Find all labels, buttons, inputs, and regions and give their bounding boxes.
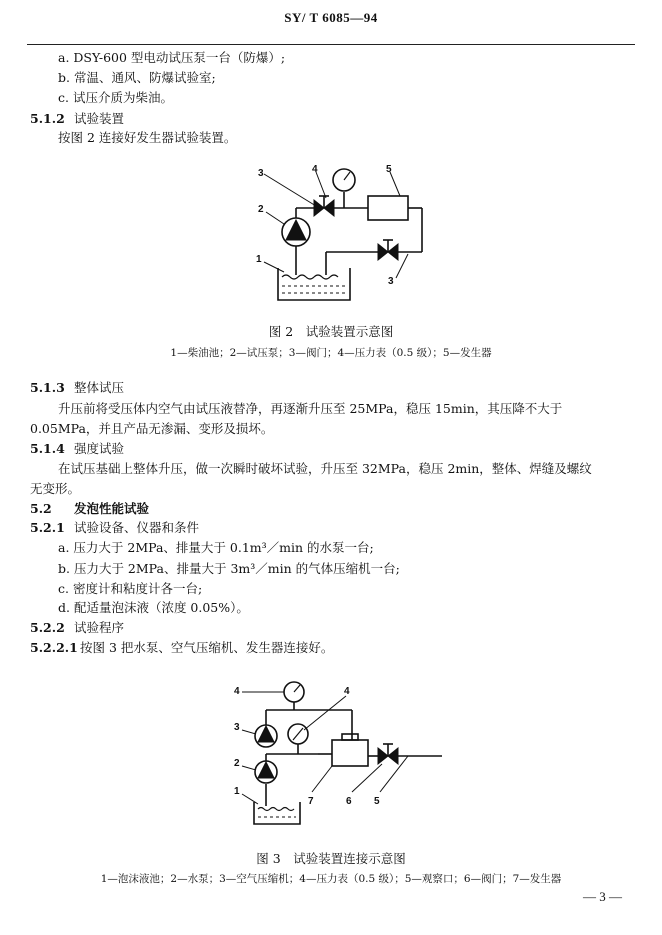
section-number: 5.2.2	[30, 620, 65, 635]
paragraph-line: 无变形。	[30, 481, 81, 496]
section-title: 试验装置	[74, 111, 125, 126]
section-title: 试验程序	[74, 620, 125, 635]
fig3-label: 2	[234, 758, 240, 769]
page-number: — 3 —	[583, 889, 622, 904]
paragraph-line: 升压前将受压体内空气由试压液替净，再逐渐升压至 25MPa，稳压 15min，其压降不大于	[58, 401, 563, 416]
header-rule	[27, 44, 635, 45]
list-item: d. 配适量泡沫液（浓度 0.05%）。	[58, 600, 249, 615]
fig2-label: 2	[258, 204, 264, 215]
section-heading	[30, 501, 149, 517]
section-number: 5.1.3	[30, 380, 65, 395]
paragraph-line: 0.05MPa，并且产品无渗漏、变形及损坏。	[30, 421, 274, 436]
list-item: b. 常温、通风、防爆试验室;	[58, 70, 216, 85]
figure-3-caption: 图 3 试验装置连接示意图	[256, 851, 406, 866]
section-title: 试验设备、仪器和条件	[74, 520, 200, 535]
page-header: SY/ T 6085—94	[284, 10, 378, 25]
fig2-label: 5	[386, 164, 392, 175]
section-heading	[30, 111, 124, 127]
fig2-label: 3	[258, 168, 264, 179]
figure-2-diagram	[250, 160, 450, 310]
paragraph-text: 按图 3 把水泵、空气压缩机、发生器连接好。	[80, 640, 334, 655]
section-number: 5.1.4	[30, 441, 65, 456]
section-heading	[30, 380, 124, 396]
fig2-label: 3	[388, 276, 394, 287]
section-heading	[30, 620, 124, 636]
section-number: 5.2.1	[30, 520, 65, 535]
fig3-label: 1	[234, 786, 240, 797]
section-heading	[30, 441, 124, 457]
list-item: c. 密度计和粘度计各一台;	[58, 581, 203, 596]
section-title: 发泡性能试验	[74, 501, 150, 516]
figure-3-legend: 1—泡沫液池；2—水泵；3—空气压缩机；4—压力表（0.5 级）；5—观察口；6—阀门；7—发生器	[100, 873, 562, 885]
fig3-label: 3	[234, 722, 240, 733]
fig3-label: 5	[374, 796, 380, 807]
fig3-label: 7	[308, 796, 314, 807]
paragraph: 按图 2 连接好发生器试验装置。	[58, 130, 237, 145]
figure-3-diagram	[228, 680, 448, 830]
list-item: c. 试压介质为柴油。	[58, 90, 173, 105]
section-number: 5.2	[30, 501, 52, 516]
list-item: b. 压力大于 2MPa、排量大于 3m³／min 的气体压缩机一台;	[58, 561, 400, 576]
fig3-label: 4	[234, 686, 240, 697]
list-item: a. DSY-600 型电动试压泵一台（防爆）;	[58, 50, 286, 65]
paragraph	[30, 640, 333, 656]
fig3-label: 4	[344, 686, 350, 697]
section-title: 强度试验	[74, 441, 125, 456]
section-title: 整体试压	[74, 380, 125, 395]
fig2-label: 4	[312, 164, 318, 175]
figure-2-legend: 1—柴油池；2—试压泵；3—阀门；4—压力表（0.5 级）；5—发生器	[170, 347, 492, 359]
fig2-label: 1	[256, 254, 262, 265]
section-heading	[30, 520, 199, 536]
list-item: a. 压力大于 2MPa、排量大于 0.1m³／min 的水泵一台;	[58, 540, 374, 555]
section-number: 5.1.2	[30, 111, 65, 126]
section-number: 5.2.2.1	[30, 640, 78, 655]
paragraph-line: 在试压基础上整体升压，做一次瞬时破坏试验，升压至 32MPa，稳压 2min，整体、焊缝及螺纹	[58, 461, 592, 476]
figure-2-caption: 图 2 试验装置示意图	[268, 324, 394, 339]
fig3-label: 6	[346, 796, 352, 807]
